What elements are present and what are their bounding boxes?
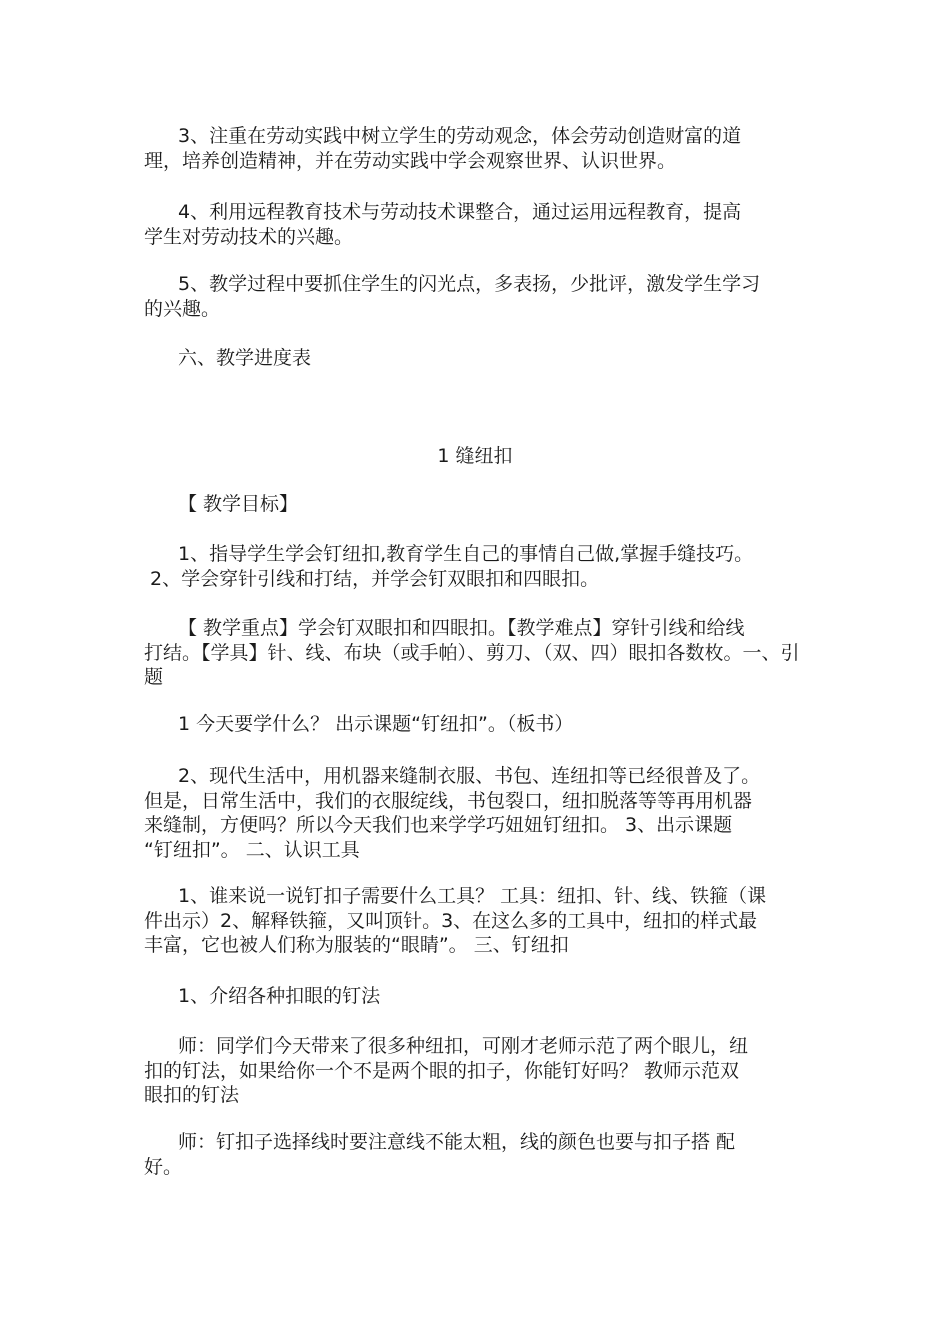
paragraph-tools [144, 884, 812, 958]
text-line: 丰富，它也被人们称为服装的“眼睛”。 三、钉纽扣 [144, 934, 569, 956]
text-line: 件出示）2、解释铁箍，又叫顶针。3、在这么多的工具中，纽扣的样式最 [144, 909, 758, 932]
paragraph-point-5 [144, 272, 812, 321]
text-line: 打结。【学具】针、线、布块（或手帕）、剪刀、（双、四）眼扣各数枚。一、引 [144, 641, 800, 664]
teaching-goal-heading [144, 492, 812, 517]
text-line: 师：钉扣子选择线时要注意线不能太粗，线的颜色也要与扣子搭 配 [178, 1131, 736, 1153]
paragraph-teacher-1 [144, 1034, 812, 1108]
text-line: 2、学会穿针引线和打结，并学会钉双眼扣和四眼扣。 [150, 567, 600, 590]
text-line: 2、现代生活中，用机器来缝制衣服、书包、连纽扣等已经很普及了。 [178, 765, 761, 787]
text-line: 1、指导学生学会钉纽扣,教育学生自己的事情自己做,掌握手缝技巧。 [178, 543, 754, 565]
text-line: 5、教学过程中要抓住学生的闪光点，多表扬，少批评，激发学生学习 [178, 273, 761, 295]
text-line: 但是，日常生活中，我们的衣服绽线，书包裂口，纽扣脱落等等再用机器 [144, 789, 753, 812]
text-line: 扣的钉法，如果给你一个不是两个眼的扣子，你能钉好吗？ 教师示范双 [144, 1059, 740, 1082]
text-line: 理，培养创造精神，并在劳动实践中学会观察世界、认识世界。 [144, 149, 677, 172]
text-line: 的兴趣。 [144, 297, 221, 320]
paragraph-goals [144, 542, 812, 591]
text-line: 1、介绍各种扣眼的钉法 [178, 985, 381, 1007]
text-line: 【 教学目标】 [178, 493, 299, 515]
text-line: 师：同学们今天带来了很多种纽扣，可刚才老师示范了两个眼儿，纽 [178, 1035, 749, 1057]
text-line: 3、注重在劳动实践中树立学生的劳动观念，体会劳动创造财富的道 [178, 125, 742, 147]
text-line: “钉纽扣”。 二、认识工具 [144, 838, 360, 861]
text-line: 来缝制，方便吗？所以今天我们也来学学巧妞妞钉纽扣。 3、出示课题 [144, 814, 733, 836]
text-line: 眼扣的钉法 [144, 1084, 240, 1106]
text-line: 1、谁来说一说钉扣子需要什么工具？ 工具：纽扣、针、线、铁箍（课 [178, 885, 767, 907]
paragraph-point-3 [144, 124, 812, 173]
paragraph-point-4 [144, 200, 812, 249]
text-line: 1 今天要学什么？ 出示课题“钉纽扣”。（板书） [178, 713, 574, 735]
paragraph-teacher-2 [144, 1130, 812, 1179]
paragraph-intro-1 [144, 712, 812, 737]
text-line: 六、教学进度表 [178, 347, 312, 369]
text-line: 学生对劳动技术的兴趣。 [144, 225, 354, 248]
text-line: 【 教学重点】学会钉双眼扣和四眼扣。【教学难点】穿针引线和给线 [178, 617, 745, 639]
section-heading-schedule [144, 346, 812, 371]
text-line: 好。 [144, 1155, 183, 1178]
lesson-title: 1 缝纽扣 [437, 445, 513, 467]
text-line: 4、利用远程教育技术与劳动技术课整合，通过运用远程教育，提高 [178, 201, 742, 223]
paragraph-key-points [144, 616, 812, 690]
text-line: 题 [144, 666, 164, 688]
paragraph-intro-2 [144, 764, 812, 862]
paragraph-button-methods [144, 984, 812, 1009]
